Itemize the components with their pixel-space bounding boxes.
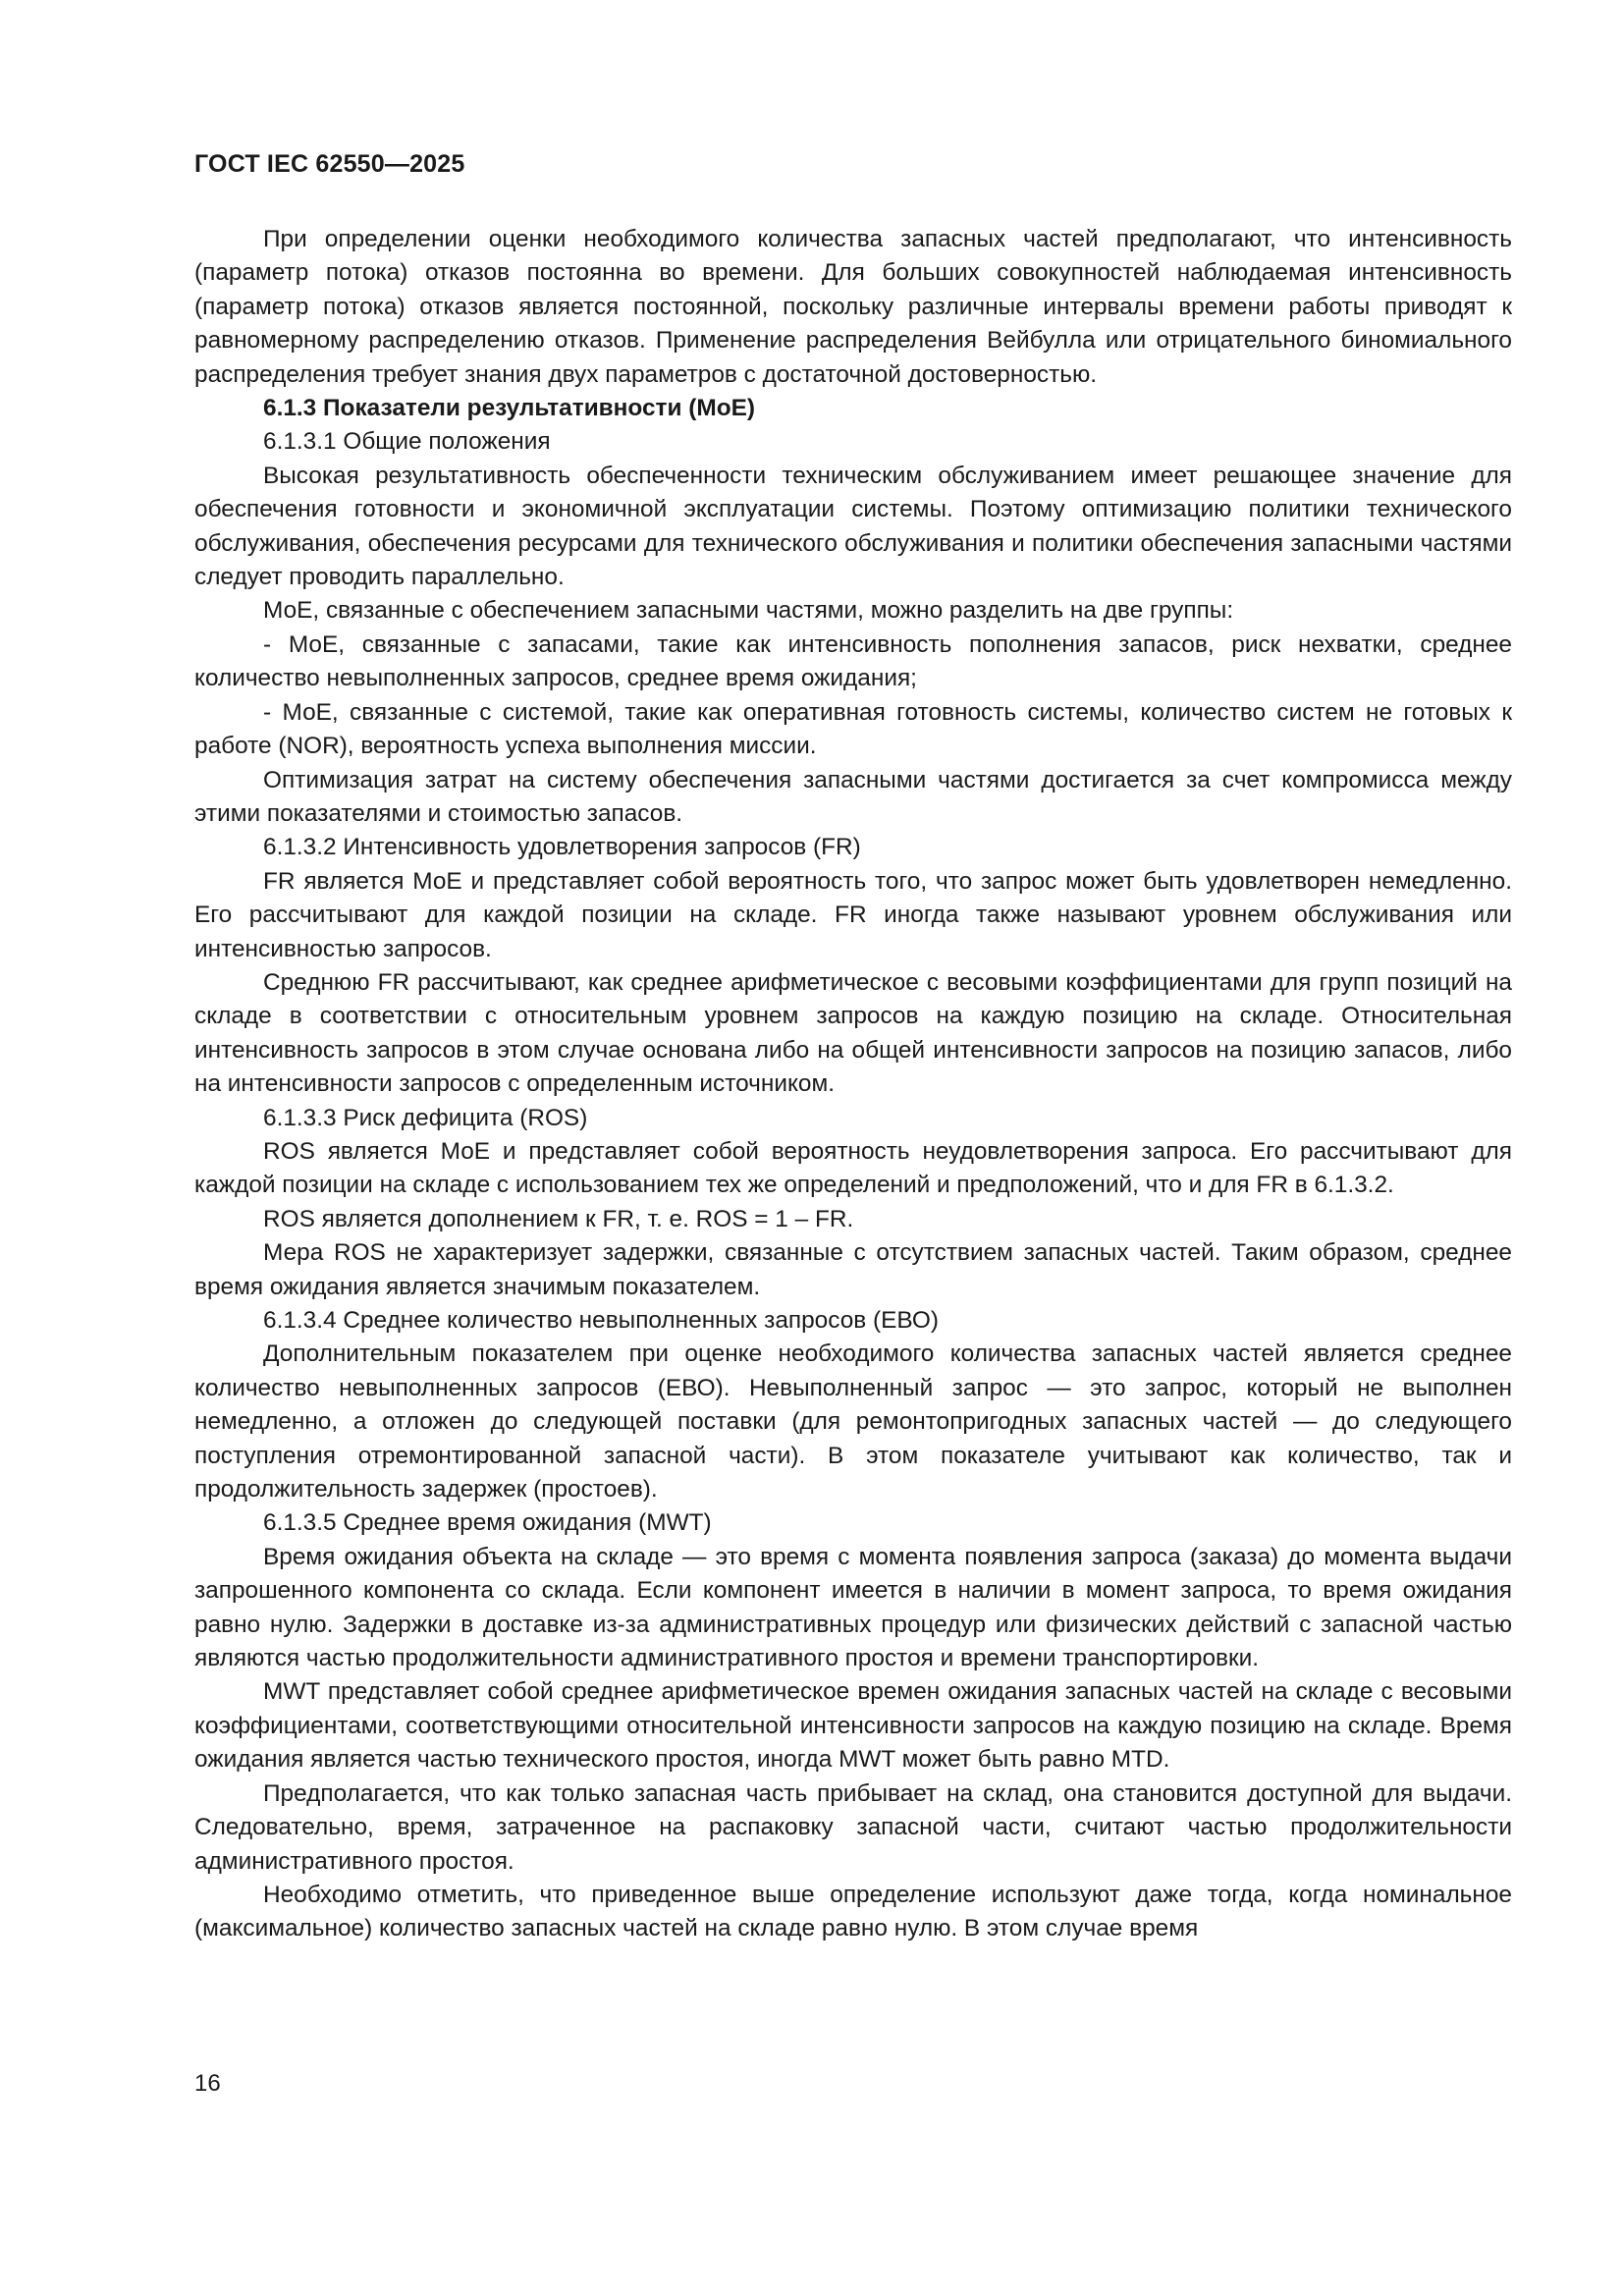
paragraph: Необходимо отметить, что приведенное выше определение используют даже тогда, когда номинальное (максимальное) количество запасных частей на складе равно нулю. В этом случае время xyxy=(194,1881,1512,1942)
document-header: ГОСТ IEC 62550—2025 xyxy=(194,150,465,178)
paragraph: Высокая результативность обеспеченности техническим обслуживанием имеет решающее значение для обеспечения готовности и экономичной эксплуатации системы. Поэтому оптимизацию политики технического обслуживания, обеспечения ресурсами для технического обслуживания и политики обеспечения запасными частями следует проводить параллельно. xyxy=(194,462,1512,591)
paragraph: Среднюю FR рассчитывают, как среднее арифметическое с весовыми коэффициентами для групп позиций на складе в соответствии с относительным уровнем запросов на каждую позицию на складе. Относительная интенсивность запросов в этом случае основана либо на общей интенсивности запросов на позицию запасов, либо на интенсивности запросов с определенным источником. xyxy=(194,968,1512,1098)
paragraph: Время ожидания объекта на складе — это время с момента появления запроса (заказа) до момента выдачи запрошенного компонента со склада. Если компонент имеется в наличии в момент запроса, то время ожидания равно нулю. Задержки в доставке из-за административных процедур или физических действий с запасной частью являются частью продолжительности административного простоя и времени транспортировки. xyxy=(194,1543,1512,1672)
paragraph: Предполагается, что как только запасная часть прибывает на склад, она становится доступной для выдачи. Следовательно, время, затраченное на распаковку запасной части, считают частью продолжительности административного простоя. xyxy=(194,1779,1512,1875)
document-body xyxy=(194,223,1512,1946)
paragraph: - МоЕ, связанные с запасами, такие как интенсивность пополнения запасов, риск нехватки, среднее количество невыполненных запросов, среднее время ожидания; xyxy=(194,630,1512,692)
paragraph: ROS является дополнением к FR, т. е. ROS = 1 – FR. xyxy=(263,1205,854,1232)
paragraph: MWT представляет собой среднее арифметическое времен ожидания запасных частей на складе с весовыми коэффициентами, соответствующими относительной интенсивности запросов на каждую позицию на складе. Время ожидания является частью технического простоя, иногда MWT может быть равно MTD. xyxy=(194,1678,1512,1774)
paragraph: Дополнительным показателем при оценке необходимого количества запасных частей является среднее количество невыполненных запросов (ЕВО). Невыполненный запрос — это запрос, который не выполнен немедленно, а отложен до следующей поставки (для ремонтопригодных запасных частей — до следующего поступления отремонтированной запасной части). В этом показателе учитывают как количество, так и продолжительность задержек (простоев). xyxy=(194,1340,1512,1503)
section-heading: 6.1.3 Показатели результативности (МоЕ) xyxy=(263,395,755,422)
paragraph: Оптимизация затрат на систему обеспечения запасными частями достигается за счет компромисса между этими показателями и стоимостью запасов. xyxy=(194,766,1512,827)
paragraph: - МоЕ, связанные с системой, такие как оперативная готовность системы, количество систем не готовых к работе (NOR), вероятность успеха выполнения миссии. xyxy=(194,698,1512,760)
paragraph: Мера ROS не характеризует задержки, связанные с отсутствием запасных частей. Таким образом, среднее время ожидания является значимым показателем. xyxy=(194,1239,1512,1300)
paragraph: ROS является МоЕ и представляет собой вероятность неудовлетворения запроса. Его рассчитывают для каждой позиции на складе с использованием тех же определений и предположений, что и для FR в 6.1.3.2. xyxy=(194,1137,1512,1199)
paragraph: 6.1.3.4 Среднее количество невыполненных запросов (ЕВО) xyxy=(263,1307,939,1334)
paragraph: 6.1.3.3 Риск дефицита (ROS) xyxy=(263,1104,588,1131)
page-number: 16 xyxy=(194,2070,221,2097)
paragraph: При определении оценки необходимого количества запасных частей предполагают, что интенсивность (параметр потока) отказов постоянна во времени. Для больших совокупностей наблюдаемая интенсивность (параметр потока) отказов является постоянной, поскольку различные интервалы времени работы приводят к равномерному распределению отказов. Применение распределения Вейбулла или отрицательного биномиального распределения требует знания двух параметров с достаточной достоверностью. xyxy=(194,226,1512,388)
paragraph: 6.1.3.1 Общие положения xyxy=(263,428,551,456)
paragraph: МоЕ, связанные с обеспечением запасными частями, можно разделить на две группы: xyxy=(263,597,1234,625)
paragraph: 6.1.3.2 Интенсивность удовлетворения запросов (FR) xyxy=(263,834,861,861)
paragraph: 6.1.3.5 Среднее время ожидания (MWT) xyxy=(263,1509,712,1537)
paragraph: FR является МоЕ и представляет собой вероятность того, что запрос может быть удовлетворен немедленно. Его рассчитывают для каждой позиции на складе. FR иногда также называют уровнем обслуживания или интенсивностью запросов. xyxy=(194,867,1512,962)
